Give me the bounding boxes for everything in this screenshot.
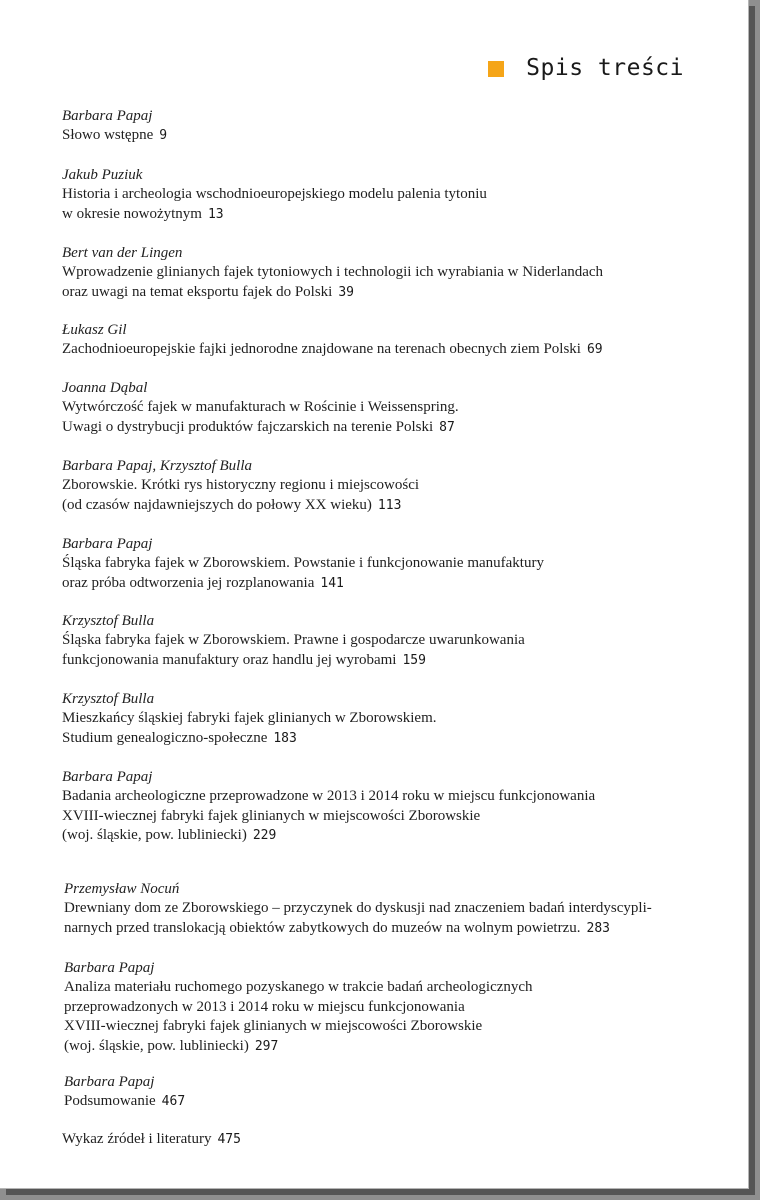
entry-page-number: 283 [586, 920, 610, 936]
entry-author: Bert van der Lingen [62, 245, 183, 261]
entry-title-line [62, 205, 712, 225]
entry-title-text: (woj. śląskie, pow. lubliniecki) [64, 1037, 249, 1054]
toc-entry [62, 106, 712, 146]
entry-author: Przemysław Nocuń [64, 881, 180, 897]
entry-title-line [62, 787, 712, 807]
toc-entry [62, 320, 712, 360]
toc-entry [64, 958, 714, 1056]
entry-author: Krzysztof Bulla [62, 613, 155, 629]
entry-title-text: Zachodnioeuropejskie fajki jednorodne znajdowane na terenach obecnych ziem Polski [62, 341, 581, 357]
entry-page-number: 69 [586, 342, 603, 357]
toc-entry [62, 165, 712, 224]
entry-title-line [64, 978, 714, 998]
entry-title-line [62, 631, 712, 651]
entry-title-text: oraz próba odtworzenia jej rozplanowania [62, 574, 315, 591]
entry-title-text: Wykaz źródeł i literatury [62, 1131, 212, 1147]
entry-page-number: 467 [161, 1094, 186, 1109]
entry-title-text: przeprowadzonych w 2013 i 2014 roku w miejscu funkcjonowania [64, 998, 465, 1015]
toc-entry [62, 1130, 712, 1150]
entry-page-number: 113 [377, 497, 402, 513]
entry-title-line [62, 574, 712, 594]
entry-author: Barbara Papaj [64, 960, 155, 976]
entry-page-number: 183 [273, 730, 297, 746]
entry-title-text: Słowo wstępne [62, 127, 154, 143]
entry-page-number: 13 [207, 206, 224, 222]
entry-author: Barbara Papaj [62, 536, 153, 552]
entry-title-text: XVIII-wiecznej fabryki fajek glinianych w miejscowości Zborowskie [62, 807, 481, 824]
entry-title-text: Zborowskie. Krótki rys historyczny regionu i miejscowości [62, 477, 420, 493]
toc-entry [62, 534, 712, 593]
entry-title-line [64, 1017, 714, 1037]
entry-title-text: narnych przed translokacją obiektów zabytkowych do muzeów na wolnym powietrzu. [64, 919, 581, 936]
entry-title-line [62, 283, 712, 303]
entry-title-line [62, 729, 712, 749]
entry-title-line [62, 807, 712, 827]
entry-title-text: Podsumowanie [64, 1093, 156, 1109]
entry-title-line [64, 919, 714, 939]
entry-title-text: Analiza materiału ruchomego pozyskanego w trakcie badań archeologicznych [64, 979, 533, 995]
entry-author: Barbara Papaj [64, 1074, 155, 1090]
entry-page-number: 9 [159, 128, 168, 143]
entry-page-number: 229 [252, 828, 277, 843]
entry-title-line [62, 126, 712, 146]
entry-title-line [64, 998, 714, 1018]
orange-square-marker [488, 61, 504, 77]
toc-entry [64, 879, 714, 938]
entry-author: Barbara Papaj [62, 769, 153, 785]
entry-author: Barbara Papaj, Krzysztof Bulla [62, 458, 253, 474]
entry-page-number: 475 [217, 1132, 241, 1147]
entry-title-line [62, 496, 712, 516]
entry-title-text: Wprowadzenie glinianych fajek tytoniowych i technologii ich wyrabiania w Niderlandach [62, 264, 604, 280]
entry-title-line [62, 1130, 712, 1150]
entry-title-line [62, 476, 712, 496]
toc-entry [62, 456, 712, 515]
entry-title-line [62, 398, 712, 418]
entry-title-text: Historia i archeologia wschodnioeuropejskiego modelu palenia tytoniu [62, 186, 487, 202]
entry-title-text: Śląska fabryka fajek w Zborowskiem. Powstanie i funkcjonowanie manufaktury [62, 555, 544, 571]
entry-title-text: oraz uwagi na temat eksportu fajek do Polski [62, 283, 333, 300]
entry-title-line [62, 826, 712, 846]
entry-title-text: Śląska fabryka fajek w Zborowskiem. Prawne i gospodarcze uwarunkowania [62, 632, 525, 648]
toc-title: Spis treści [526, 55, 684, 81]
entry-title-text: XVIII-wiecznej fabryki fajek glinianych w miejscowości Zborowskie [64, 1018, 483, 1034]
entry-title-line [62, 651, 712, 671]
toc-entry [62, 378, 712, 437]
entry-author: Krzysztof Bulla [62, 691, 155, 707]
toc-header [488, 55, 684, 81]
entry-page-number: 297 [254, 1038, 279, 1054]
entry-title-text: Uwagi o dystrybucji produktów fajczarskich na terenie Polski [62, 418, 434, 435]
entry-title-line [62, 418, 712, 438]
entry-title-line [64, 899, 714, 919]
entry-author: Łukasz Gil [62, 322, 127, 338]
entry-title-line [62, 340, 712, 360]
entry-title-line [64, 1092, 714, 1112]
entry-title-line [62, 263, 712, 283]
entry-page-number: 141 [320, 575, 344, 591]
entry-author: Joanna Dąbal [62, 380, 148, 396]
toc-entry [62, 689, 712, 748]
entry-page-number: 39 [338, 284, 355, 300]
entry-title-line [62, 709, 712, 729]
toc-entry [64, 1072, 714, 1112]
entry-title-text: w okresie nowożytnym [62, 205, 202, 222]
entry-title-line [64, 1037, 714, 1057]
entry-title-text: (od czasów najdawniejszych do połowy XX wieku) [62, 496, 372, 513]
toc-entry [62, 611, 712, 670]
entry-title-text: Wytwórczość fajek w manufakturach w Rościnie i Weissenspring. [62, 399, 459, 415]
entry-author: Jakub Puziuk [62, 167, 143, 183]
toc-entry [62, 243, 712, 302]
entry-title-text: funkcjonowania manufaktury oraz handlu jej wyrobami [62, 651, 397, 668]
entry-title-text: Studium genealogiczno-społeczne [62, 729, 268, 746]
entry-author: Barbara Papaj [62, 108, 153, 124]
entry-title-text: Badania archeologiczne przeprowadzone w 2013 i 2014 roku w miejscu funkcjonowania [62, 788, 596, 804]
entry-page-number: 87 [439, 419, 455, 435]
entry-title-text: (woj. śląskie, pow. lubliniecki) [62, 827, 247, 843]
entry-title-line [62, 554, 712, 574]
entry-title-line [62, 185, 712, 205]
entry-title-text: Drewniany dom ze Zborowskiego – przyczynek do dyskusji nad znaczeniem badań interdyscypli- [64, 900, 652, 916]
entry-title-text: Mieszkańcy śląskiej fabryki fajek glinianych w Zborowskiem. [62, 710, 437, 726]
entry-page-number: 159 [402, 652, 426, 668]
toc-entry [62, 767, 712, 846]
